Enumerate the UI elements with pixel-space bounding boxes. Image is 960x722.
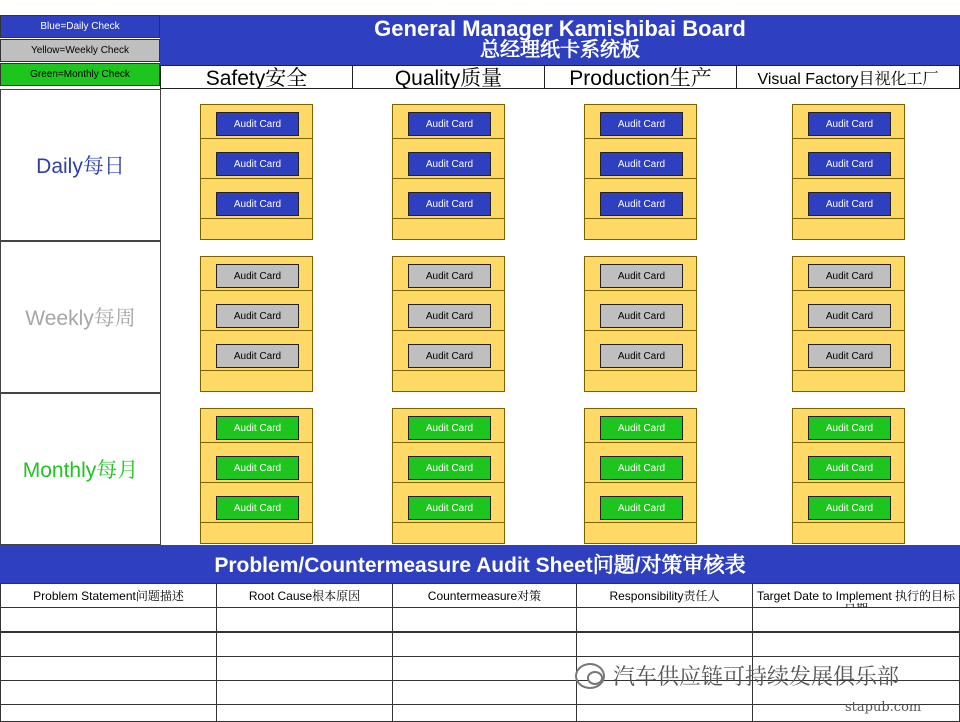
audit-card-daily[interactable]: Audit Card: [216, 152, 299, 176]
row-label-weekly: Weekly每周: [0, 241, 161, 393]
audit-sheet-title: Problem/Countermeasure Audit Sheet问题/对策审核表: [0, 545, 960, 583]
holder-slot-line: [793, 370, 904, 371]
legend-daily: Blue=Daily Check: [0, 15, 160, 38]
audit-card-daily[interactable]: Audit Card: [216, 192, 299, 216]
holder-slot-line: [793, 330, 904, 331]
audit-card-monthly[interactable]: Audit Card: [600, 416, 683, 440]
holder-slot-line: [393, 522, 504, 523]
audit-card-weekly[interactable]: Audit Card: [408, 264, 491, 288]
holder-slot-line: [585, 330, 696, 331]
audit-card-daily[interactable]: Audit Card: [600, 112, 683, 136]
row-label-daily: Daily每日: [0, 89, 161, 241]
audit-card-monthly[interactable]: Audit Card: [216, 416, 299, 440]
holder-slot-line: [585, 290, 696, 291]
holder-slot-line: [585, 522, 696, 523]
card-holder-monthly: [200, 408, 313, 544]
audit-sheet-cell[interactable]: [0, 704, 217, 722]
column-problem-statement: Problem Statement问题描述: [0, 583, 217, 608]
audit-sheet-cell[interactable]: [0, 656, 217, 681]
holder-slot-line: [393, 290, 504, 291]
holder-slot-line: [393, 330, 504, 331]
card-holder-monthly: [392, 408, 505, 544]
holder-slot-line: [793, 522, 904, 523]
audit-card-daily[interactable]: Audit Card: [808, 152, 891, 176]
holder-slot-line: [393, 442, 504, 443]
category-visual-factory: Visual Factory目视化工厂: [736, 65, 960, 89]
audit-sheet-cell[interactable]: [392, 704, 577, 722]
audit-sheet-cell[interactable]: [216, 656, 393, 681]
column-countermeasure: Countermeasure对策: [392, 583, 577, 608]
card-holder-daily: [584, 104, 697, 240]
card-holder-daily: [200, 104, 313, 240]
holder-slot-line: [201, 522, 312, 523]
holder-slot-line: [201, 218, 312, 219]
audit-sheet-cell[interactable]: [392, 656, 577, 681]
audit-card-weekly[interactable]: Audit Card: [408, 304, 491, 328]
audit-card-monthly[interactable]: Audit Card: [600, 496, 683, 520]
audit-card-weekly[interactable]: Audit Card: [216, 304, 299, 328]
column-target-date: Target Date to Implement 执行的目标: [752, 583, 960, 608]
audit-card-daily[interactable]: Audit Card: [600, 192, 683, 216]
site-credit: stapub.com: [845, 700, 922, 715]
audit-sheet-cell[interactable]: [0, 680, 217, 705]
column-responsibility: Responsibility责任人: [576, 583, 753, 608]
audit-card-monthly[interactable]: Audit Card: [216, 496, 299, 520]
audit-sheet-cell[interactable]: [576, 704, 753, 722]
audit-card-weekly[interactable]: Audit Card: [808, 344, 891, 368]
card-holder-daily: [392, 104, 505, 240]
audit-card-weekly[interactable]: Audit Card: [600, 264, 683, 288]
card-holder-daily: [792, 104, 905, 240]
audit-card-monthly[interactable]: Audit Card: [408, 456, 491, 480]
audit-card-weekly[interactable]: Audit Card: [600, 344, 683, 368]
board-title-english: General Manager Kamishibai Board: [374, 16, 746, 41]
holder-slot-line: [585, 482, 696, 483]
board-title-banner: [160, 15, 960, 65]
audit-card-daily[interactable]: Audit Card: [600, 152, 683, 176]
column-root-cause: Root Cause根本原因: [216, 583, 393, 608]
audit-card-daily[interactable]: Audit Card: [808, 112, 891, 136]
card-holder-monthly: [792, 408, 905, 544]
card-holder-monthly: [584, 408, 697, 544]
audit-sheet-cell[interactable]: [392, 680, 577, 705]
category-safety: Safety安全: [160, 65, 353, 89]
card-holder-weekly: [584, 256, 697, 392]
card-holder-weekly: [792, 256, 905, 392]
watermark: [575, 660, 899, 691]
audit-card-monthly[interactable]: Audit Card: [600, 456, 683, 480]
audit-sheet-cell[interactable]: [216, 607, 393, 632]
audit-card-daily[interactable]: Audit Card: [408, 192, 491, 216]
holder-slot-line: [201, 138, 312, 139]
audit-card-monthly[interactable]: Audit Card: [216, 456, 299, 480]
audit-card-monthly[interactable]: Audit Card: [408, 416, 491, 440]
audit-sheet-cell[interactable]: [216, 704, 393, 722]
holder-slot-line: [793, 178, 904, 179]
holder-slot-line: [201, 482, 312, 483]
holder-slot-line: [585, 370, 696, 371]
legend-weekly: Yellow=Weekly Check: [0, 39, 160, 62]
holder-slot-line: [393, 482, 504, 483]
audit-sheet-cell[interactable]: [0, 632, 217, 657]
holder-slot-line: [393, 370, 504, 371]
chat-bubble-icon: [575, 663, 605, 689]
audit-sheet-cell[interactable]: [216, 680, 393, 705]
audit-card-monthly[interactable]: Audit Card: [808, 496, 891, 520]
board-title-chinese: 总经理纸卡系统板: [480, 39, 640, 62]
holder-slot-line: [585, 178, 696, 179]
holder-slot-line: [585, 442, 696, 443]
audit-card-monthly[interactable]: Audit Card: [408, 496, 491, 520]
audit-card-daily[interactable]: Audit Card: [808, 192, 891, 216]
audit-sheet-cell[interactable]: [216, 632, 393, 657]
audit-sheet-cell[interactable]: [392, 607, 577, 632]
holder-slot-line: [393, 178, 504, 179]
category-quality: Quality质量: [352, 65, 545, 89]
holder-slot-line: [585, 218, 696, 219]
category-production: Production生产: [544, 65, 737, 89]
watermark-text: 汽车供应链可持续发展俱乐部: [613, 664, 900, 689]
holder-slot-line: [793, 290, 904, 291]
audit-card-daily[interactable]: Audit Card: [216, 112, 299, 136]
holder-slot-line: [201, 290, 312, 291]
audit-sheet-cell[interactable]: [0, 607, 217, 632]
audit-card-weekly[interactable]: Audit Card: [808, 264, 891, 288]
audit-sheet-cell[interactable]: [752, 632, 960, 657]
holder-slot-line: [393, 218, 504, 219]
audit-card-weekly[interactable]: Audit Card: [216, 344, 299, 368]
audit-card-monthly[interactable]: Audit Card: [808, 456, 891, 480]
holder-slot-line: [201, 442, 312, 443]
holder-slot-line: [793, 482, 904, 483]
holder-slot-line: [201, 178, 312, 179]
row-label-monthly: Monthly每月: [0, 393, 161, 545]
card-holder-weekly: [392, 256, 505, 392]
audit-sheet-cell[interactable]: [392, 632, 577, 657]
audit-card-weekly[interactable]: Audit Card: [216, 264, 299, 288]
holder-slot-line: [393, 138, 504, 139]
holder-slot-line: [201, 370, 312, 371]
holder-slot-line: [585, 138, 696, 139]
card-holder-weekly: [200, 256, 313, 392]
audit-sheet-cell[interactable]: [576, 632, 753, 657]
audit-card-monthly[interactable]: Audit Card: [808, 416, 891, 440]
audit-sheet-cell[interactable]: [576, 607, 753, 632]
audit-card-daily[interactable]: Audit Card: [408, 112, 491, 136]
audit-card-weekly[interactable]: Audit Card: [808, 304, 891, 328]
holder-slot-line: [793, 138, 904, 139]
audit-sheet-cell[interactable]: [752, 607, 960, 632]
holder-slot-line: [793, 218, 904, 219]
audit-card-daily[interactable]: Audit Card: [408, 152, 491, 176]
holder-slot-line: [201, 330, 312, 331]
holder-slot-line: [793, 442, 904, 443]
audit-card-weekly[interactable]: Audit Card: [408, 344, 491, 368]
audit-card-weekly[interactable]: Audit Card: [600, 304, 683, 328]
legend-monthly: Green=Monthly Check: [0, 63, 160, 86]
